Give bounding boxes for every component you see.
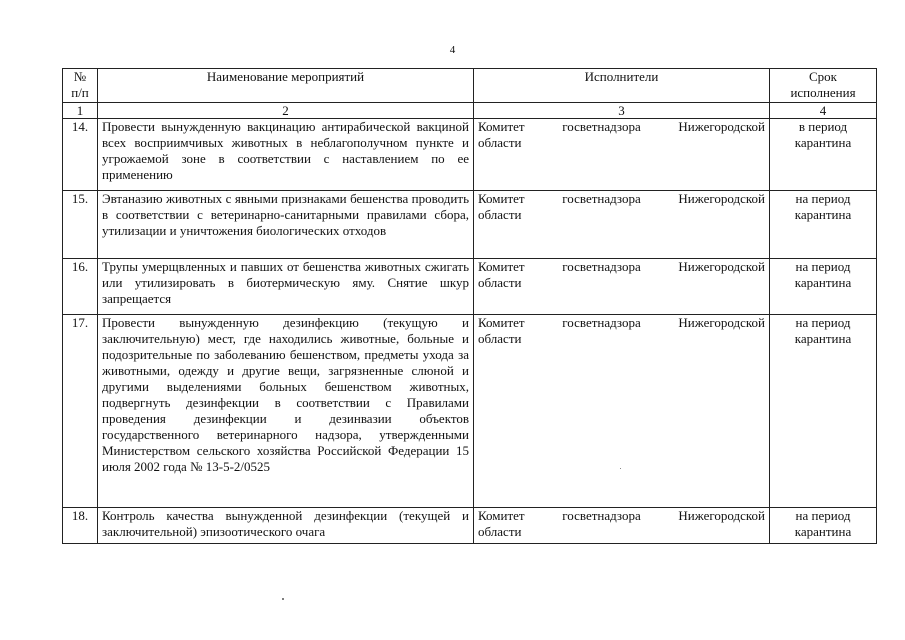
executor-word: Комитет [478,191,525,206]
table-row [63,508,877,544]
table-row [63,191,877,259]
measure-text: Трупы умерщвленных и павших от бешенства животных сжигать или утилизировать в биотермическую яму. Снятие шкур запрещается [98,259,474,315]
scan-speck [620,468,621,469]
table-header-row [63,69,877,103]
row-number: 16. [63,259,98,315]
executor-word: госветнадзора [562,508,641,523]
executor-line [478,259,765,275]
executor-cell [474,315,770,508]
table-row [63,315,877,508]
scan-speck [282,598,284,600]
executor-cell [474,191,770,259]
executor-line [478,508,765,524]
executor-cell [474,119,770,191]
measure-text: Эвтаназию животных с явными признаками бешенства проводить в соответствии с ветеринарно-санитарными правилами сбора, утилизации и уничтожения биологических отходов [98,191,474,259]
executor-line [478,191,765,207]
executor-word: Комитет [478,508,525,523]
header-number-line1: № [73,69,87,84]
executor-cell [474,508,770,544]
row-number: 14. [63,119,98,191]
executor-word: области [478,331,522,346]
term-cell: на период карантина [770,259,877,315]
header-term-line1: Срок [809,69,837,84]
term-cell: на период карантина [770,508,877,544]
executor-word: Комитет [478,119,525,134]
term-cell: на период карантина [770,191,877,259]
executor-word: Нижегородской [678,508,765,523]
header-number-line2: п/п [71,85,89,100]
row-number: 15. [63,191,98,259]
header-measures: Наименование мероприятий [98,69,474,103]
page-number: 4 [449,44,456,56]
executor-word: Комитет [478,259,525,274]
executor-word: Нижегородской [678,259,765,274]
header-term [770,69,877,103]
column-number: 2 [98,103,474,119]
measure-text: Провести вынужденную вакцинацию антирабической вакциной всех восприимчивых животных в неблагополучном пункте и угрожаемой зоне в соответствии с наставлением по ее применению [98,119,474,191]
executor-word: госветнадзора [562,191,641,206]
table-row [63,119,877,191]
executor-word: Нижегородской [678,315,765,330]
column-number: 1 [63,103,98,119]
executor-word: области [478,524,522,539]
column-number: 4 [770,103,877,119]
measures-table [62,68,877,544]
header-executors: Исполнители [474,69,770,103]
executor-cell [474,259,770,315]
executor-word: госветнадзора [562,119,641,134]
executor-line [478,119,765,135]
executor-word: области [478,275,522,290]
executor-word: Нижегородской [678,119,765,134]
executor-word: госветнадзора [562,259,641,274]
executor-word: госветнадзора [562,315,641,330]
term-cell: в период карантина [770,119,877,191]
executor-line [478,315,765,331]
header-term-line2: исполнения [790,85,856,100]
table-row [63,259,877,315]
executor-word: Нижегородской [678,191,765,206]
row-number: 18. [63,508,98,544]
executor-word: области [478,135,522,150]
measure-text: Провести вынужденную дезинфекцию (текущую и заключительную) мест, где находились животные, больные и подозрительные по заболеванию бешенством, предметы ухода за животными, одежду и другие вещи, загрязненные слюной и другими выделениями больных бешенством животных, подвергнуть дезинфекции в соответствии с Правилами проведения дезинфекции и дезинвазии объектов государственного ветеринарного надзора, утвержденными Министерством сельского хозяйства Российской Федерации 15 июля 2002 года № 13-5-2/0525 [98,315,474,508]
term-cell: на период карантина [770,315,877,508]
column-number-row [63,103,877,119]
row-number: 17. [63,315,98,508]
executor-word: Комитет [478,315,525,330]
executor-word: области [478,207,522,222]
column-number: 3 [474,103,770,119]
measure-text: Контроль качества вынужденной дезинфекции (текущей и заключительной) эпизоотического очага [98,508,474,544]
header-number [63,69,98,103]
